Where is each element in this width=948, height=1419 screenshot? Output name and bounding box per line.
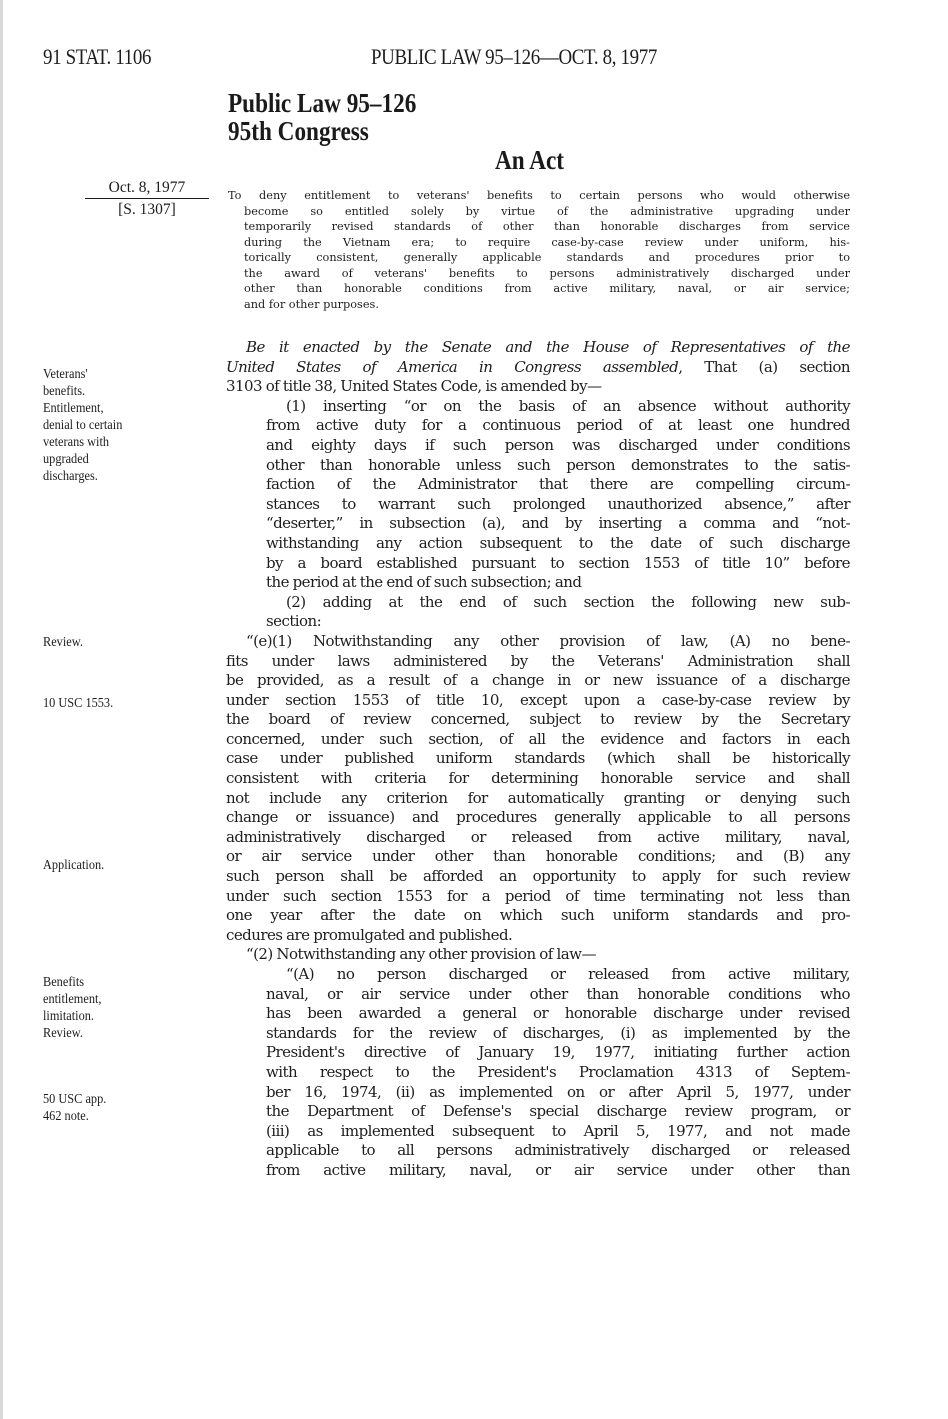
margin-note-line: upgraded <box>43 452 89 467</box>
body-line: “deserter,” in subsection (a), and by inserting a comma and “not- <box>266 514 850 533</box>
body-line: change or issuance) and procedures generally applicable to all persons <box>226 808 850 827</box>
body-line: under such section 1553 for a period of time terminating not less than <box>226 886 850 905</box>
body-line: section: <box>266 612 322 631</box>
margin-note-line: Application. <box>43 858 105 873</box>
body-line: from active duty for a continuous period of at least one hundred <box>266 416 850 435</box>
margin-note-application <box>43 857 104 874</box>
margin-note-line: Veterans' <box>43 367 88 382</box>
purpose-line: torically consistent, generally applicable standards and procedures prior to <box>244 251 850 264</box>
margin-note-line: limitation. <box>43 1009 94 1024</box>
body-line: and eighty days if such person was discharged under conditions <box>266 435 850 454</box>
margin-note-line: Review. <box>43 635 83 650</box>
margin-note-line: entitlement, <box>43 992 102 1007</box>
body-line: case under published uniform standards (which shall be historically <box>226 749 850 768</box>
public-law-title: Public Law 95–126 <box>228 88 417 118</box>
body-line: or air service under other than honorable conditions; and (B) any <box>226 847 850 866</box>
body-line: has been awarded a general or honorable discharge under revised <box>266 1004 850 1023</box>
body-line: standards for the review of discharges, (i) as implemented by the <box>266 1023 850 1042</box>
margin-note-line: 462 note. <box>43 1109 89 1124</box>
purpose-line: temporarily revised standards of other than honorable discharges from service <box>244 220 850 233</box>
margin-note-line: benefits. <box>43 384 86 399</box>
body-line: such person shall be afforded an opportunity to apply for such review <box>226 867 850 886</box>
body-line: not include any criterion for automatically granting or denying such <box>226 788 850 807</box>
body-line: “(A) no person discharged or released from active military, <box>286 965 850 983</box>
margin-note-line: Benefits <box>43 975 85 990</box>
body-line: (iii) as implemented subsequent to April 5, 1977, and not made <box>266 1121 850 1140</box>
statute-page-number: 91 STAT. 1106 <box>43 44 152 69</box>
body-line: the period at the end of such subsection; and <box>266 573 582 592</box>
congress-title: 95th Congress <box>228 116 369 146</box>
margin-note-veterans-benefits <box>43 366 122 485</box>
margin-note-10-usc-1553 <box>43 695 113 712</box>
body-line: with respect to the President's Proclamation 4313 of Septem- <box>266 1062 850 1081</box>
body-line: one year after the date on which such uniform standards and pro- <box>226 906 850 925</box>
margin-note-line: 50 USC app. <box>43 1092 107 1107</box>
body-line: the board of review concerned, subject to review by the Secretary <box>226 710 850 729</box>
act-heading: An Act <box>495 145 565 175</box>
body-line: other than honorable unless such person demonstrates to the satis- <box>266 455 850 474</box>
purpose-line: during the Vietnam era; to require case-by-case review under uniform, his- <box>244 235 850 249</box>
margin-note-line: 10 USC 1553. <box>43 696 114 711</box>
margin-note-review <box>43 634 83 651</box>
enacting-clause-rest: , That (a) section <box>678 357 850 376</box>
bill-number: [S. 1307] <box>118 201 176 218</box>
page-gutter-edge <box>0 0 3 1419</box>
body-line: withstanding any action subsequent to the date of such discharge <box>266 533 850 552</box>
body-line: fits under laws administered by the Veterans' Administration shall <box>226 651 850 670</box>
body-line: from active military, naval, or air service under other than <box>266 1160 850 1179</box>
body-line: applicable to all persons administratively discharged or released <box>266 1141 850 1160</box>
margin-note-line: Entitlement, <box>43 401 104 416</box>
body-line: (1) inserting “or on the basis of an absence without authority <box>286 396 850 415</box>
body-line: administratively discharged or released from active military, naval, <box>226 827 850 846</box>
purpose-line: other than honorable conditions from active military, naval, or air service; <box>244 282 850 295</box>
body-line: concerned, under such section, of all the evidence and factors in each <box>226 729 850 748</box>
body-line: “(2) Notwithstanding any other provision of law— <box>246 945 596 964</box>
running-header: PUBLIC LAW 95–126—OCT. 8, 1977 <box>371 44 657 69</box>
act-purpose <box>228 188 850 312</box>
margin-note-line: denial to certain <box>43 418 123 433</box>
purpose-line: the award of veterans' benefits to persons administratively discharged under <box>244 266 850 280</box>
body-line: naval, or air service under other than honorable conditions who <box>266 984 850 1003</box>
enacting-clause-italic: United States of America in Congress assembled <box>226 357 679 376</box>
body-line: stances to warrant such prolonged unauthorized absence,” after <box>266 494 850 513</box>
body-line: ber 16, 1974, (ii) as implemented on or after April 5, 1977, under <box>266 1082 850 1101</box>
act-body <box>226 338 850 1181</box>
enacting-clause-line: 3103 of title 38, United States Code, is amended by— <box>226 377 602 396</box>
date-block <box>85 179 209 219</box>
purpose-line: To deny entitlement to veterans' benefits to certain persons who would otherwise <box>228 189 850 202</box>
body-line: cedures are promulgated and published. <box>226 925 513 944</box>
body-line: by a board established pursuant to section 1553 of title 10” before <box>266 553 850 572</box>
purpose-line: and for other purposes. <box>244 297 379 311</box>
margin-note-line: Review. <box>43 1026 83 1041</box>
body-line: “(e)(1) Notwithstanding any other provision of law, (A) no bene- <box>246 631 850 650</box>
enactment-date: Oct. 8, 1977 <box>85 179 209 199</box>
margin-note-benefits-entitlement <box>43 974 102 1042</box>
margin-note-line: veterans with <box>43 435 110 450</box>
margin-note-50-usc-app <box>43 1091 106 1125</box>
body-line: consistent with criteria for determining honorable service and shall <box>226 769 850 788</box>
body-line: faction of the Administrator that there are compelling circum- <box>266 475 850 494</box>
purpose-line: become so entitled solely by virtue of the administrative upgrading under <box>244 204 850 218</box>
body-line: be provided, as a result of a change in or new issuance of a discharge <box>226 671 850 690</box>
enacting-clause-line <box>226 358 850 378</box>
enacting-clause-line: Be it enacted by the Senate and the House of Representatives of the <box>246 338 850 356</box>
body-line: President's directive of January 19, 1977, initiating further action <box>266 1043 850 1062</box>
body-line: under section 1553 of title 10, except upon a case-by-case review by <box>226 690 850 709</box>
margin-note-line: discharges. <box>43 469 98 484</box>
body-line: the Department of Defense's special discharge review program, or <box>266 1102 850 1121</box>
body-line: (2) adding at the end of such section the following new sub- <box>286 592 850 611</box>
